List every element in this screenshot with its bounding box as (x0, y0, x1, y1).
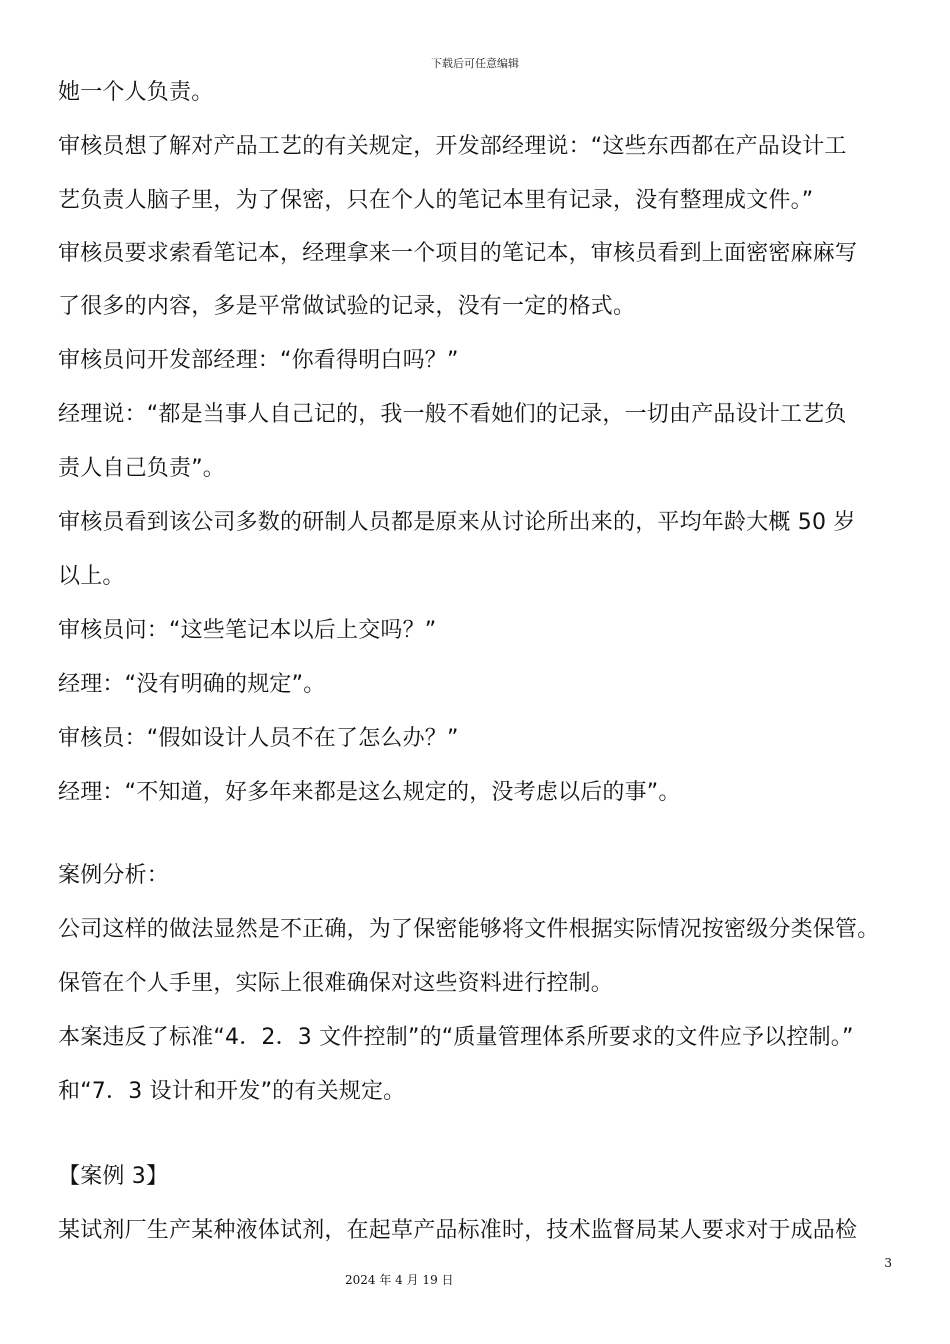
text-line: 了很多的内容，多是平常做试验的记录，没有一定的格式。 (58, 294, 636, 319)
text-line: 和“7．3 设计和开发”的有关规定。 (58, 1079, 406, 1104)
text-line: 公司这样的做法显然是不正确，为了保密能够将文件根据实际情况按密级分类保管。 (58, 917, 880, 942)
section-heading: 案例分析： (58, 863, 170, 888)
text-line: 经理：“没有明确的规定”。 (58, 672, 326, 697)
text-line: 责人自己负责”。 (58, 456, 225, 481)
page-header: 下载后可任意编辑 (431, 57, 519, 70)
text-line: 保管在个人手里，实际上很难确保对这些资料进行控制。 (58, 971, 614, 996)
case-heading: 【案例 3】 (58, 1164, 169, 1189)
text-line: 经理说：“都是当事人自己记的，我一般不看她们的记录，一切由产品设计工艺负 (58, 402, 847, 427)
text-line: 审核员想了解对产品工艺的有关规定，开发部经理说：“这些东西都在产品设计工 (58, 134, 847, 159)
text-line: 某试剂厂生产某种液体试剂，在起草产品标准时，技术监督局某人要求对于成品检 (58, 1218, 858, 1243)
text-line: 她一个人负责。 (58, 80, 214, 105)
text-line: 审核员看到该公司多数的研制人员都是原来从讨论所出来的，平均年龄大概 50 岁 (58, 510, 856, 535)
text-line: 艺负责人脑子里，为了保密，只在个人的笔记本里有记录，没有整理成文件。” (58, 188, 814, 213)
page-number: 3 (884, 1256, 892, 1270)
text-line: 本案违反了标准“4．2．3 文件控制”的“质量管理体系所要求的文件应予以控制。” (58, 1025, 854, 1050)
footer-date: 2024 年 4 月 19 日 (345, 1273, 454, 1287)
text-line: 经理：“不知道，好多年来都是这么规定的，没考虑以后的事”。 (58, 780, 681, 805)
text-line: 审核员要求索看笔记本，经理拿来一个项目的笔记本，审核员看到上面密密麻麻写 (58, 241, 858, 266)
text-line: 审核员问：“这些笔记本以后上交吗？” (58, 618, 437, 643)
text-line: 审核员问开发部经理：“你看得明白吗？” (58, 348, 459, 373)
text-line: 审核员：“假如设计人员不在了怎么办？” (58, 726, 459, 751)
text-line: 以上。 (58, 564, 125, 589)
